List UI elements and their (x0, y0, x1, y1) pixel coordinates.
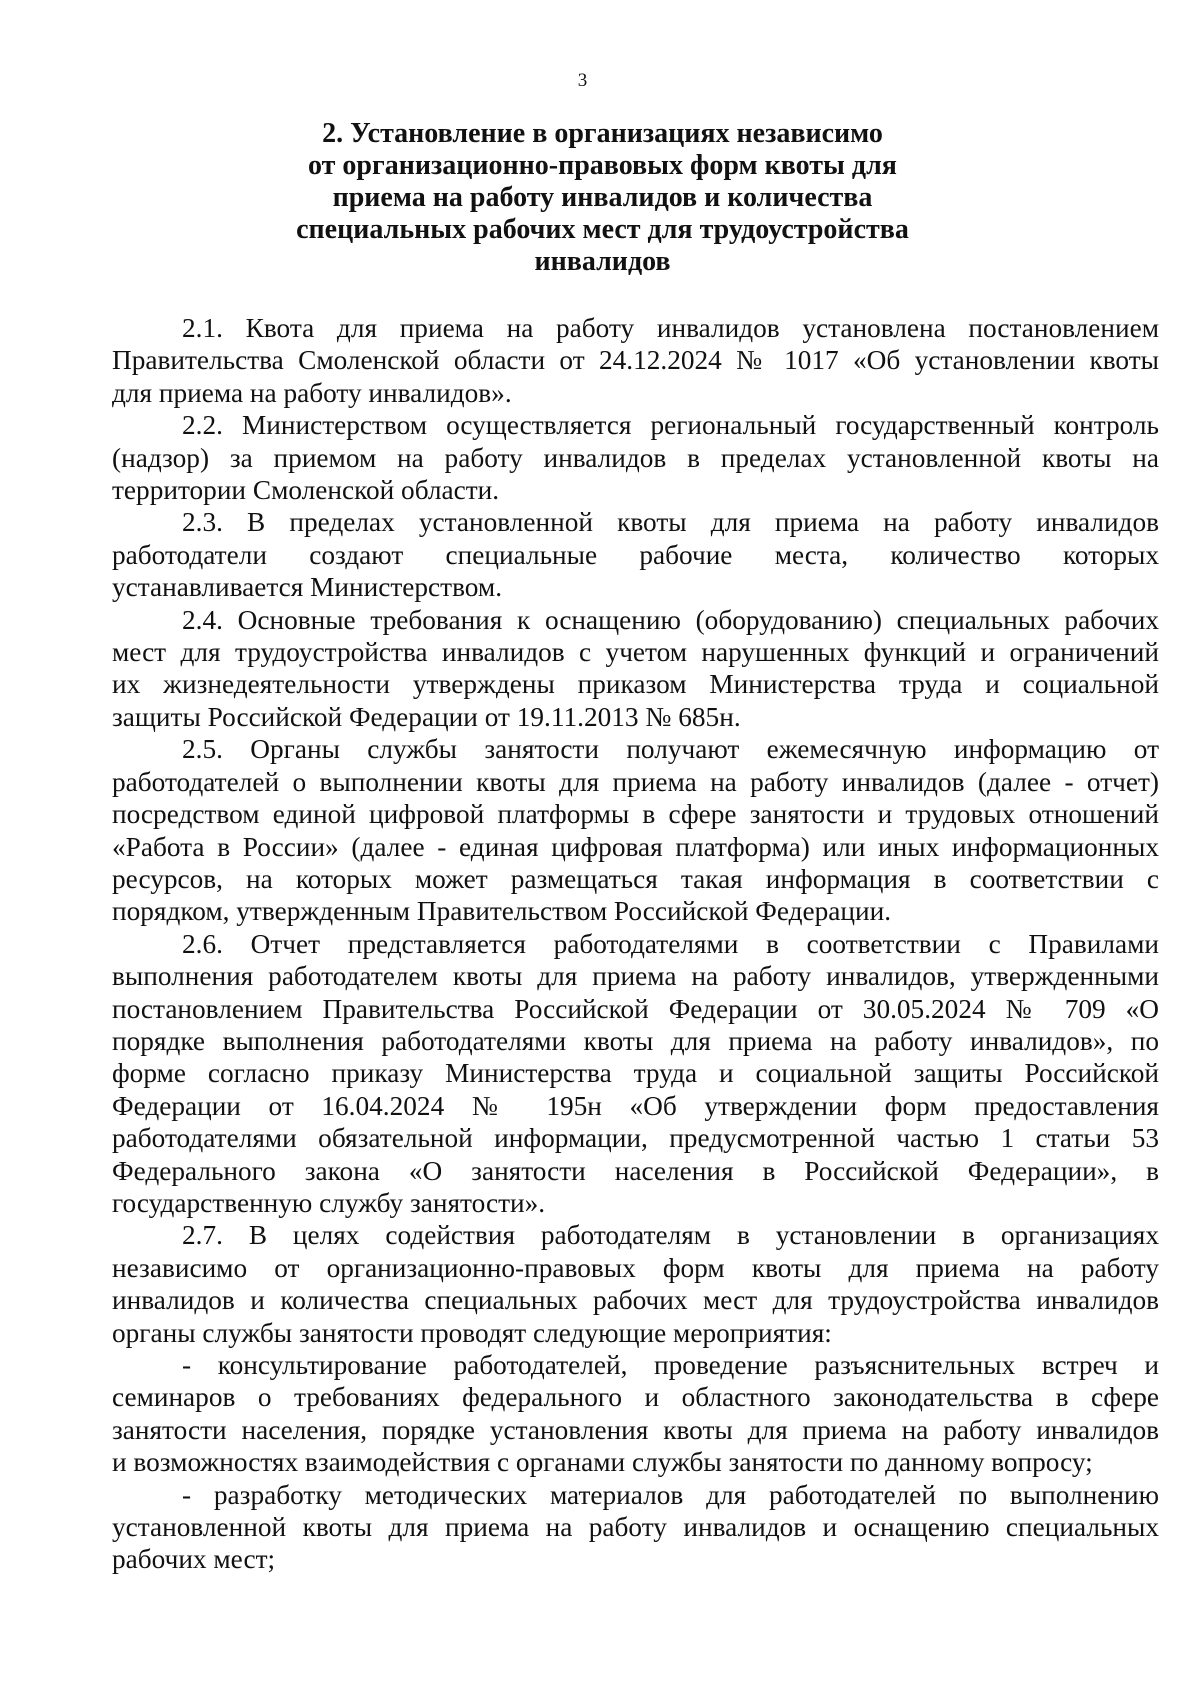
paragraph-2-7 (112, 1219, 1159, 1349)
text-line: порядке выполнения работодателями квоты для приема на работу инвалидов», по (112, 1025, 1159, 1056)
text-line: органы службы занятости проводят следующие мероприятия: (112, 1317, 832, 1348)
paragraph-2-3 (112, 506, 1159, 603)
text-line: независимо от организационно-правовых форм квоты для приема на работу (112, 1252, 1159, 1283)
page-number: 3 (577, 70, 588, 91)
paragraph-2-6 (112, 928, 1159, 1220)
text-line: 2.5. Органы службы занятости получают ежемесячную информацию от (182, 734, 1159, 765)
paragraph-2-5 (112, 733, 1159, 927)
text-line: ресурсов, на которых может размещаться такая информация в соответствии с (112, 863, 1159, 894)
paragraph-2-4 (112, 604, 1159, 734)
heading-line: специальных рабочих мест для трудоустройства (296, 214, 909, 245)
text-line: «Работа в России» (далее - единая цифровая платформа) или иных информационных (112, 831, 1159, 862)
text-line: рабочих мест; (112, 1544, 276, 1575)
heading-line: инвалидов (534, 246, 671, 277)
text-line: 2.2. Министерством осуществляется региональный государственный контроль (182, 410, 1159, 441)
heading-line: от организационно-правовых форм квоты для (308, 150, 897, 181)
text-line: семинаров о требованиях федерального и областного законодательства в сфере (112, 1382, 1159, 1413)
text-line: 2.6. Отчет представляется работодателями в соответствии с Правилами (182, 928, 1159, 959)
text-line: занятости населения, порядке установления квоты для приема на работу инвалидов (112, 1414, 1159, 1445)
text-line: инвалидов и количества специальных рабочих мест для трудоустройства инвалидов (112, 1285, 1159, 1316)
text-line: для приема на работу инвалидов». (112, 377, 512, 408)
text-line: Федерального закона «О занятости населения в Российской Федерации», в (112, 1155, 1159, 1186)
text-line: - консультирование работодателей, проведение разъяснительных встреч и (182, 1350, 1159, 1380)
paragraph-2-1 (112, 312, 1159, 409)
document-body (112, 312, 1159, 1576)
heading-line: приема на работу инвалидов и количества (332, 182, 873, 213)
text-line: их жизнедеятельности утверждены приказом Министерства труда и социальной (112, 669, 1159, 700)
text-line: работодателями обязательной информации, предусмотренной частью 1 статьи 53 (112, 1123, 1159, 1154)
text-line: государственную службу занятости». (112, 1187, 546, 1218)
text-line: мест для трудоустройства инвалидов с учетом нарушенных функций и ограничений (112, 637, 1159, 668)
text-line: выполнения работодателем квоты для приема на работу инвалидов, утвержденными (112, 961, 1159, 992)
text-line: защиты Российской Федерации от 19.11.2013 № 685н. (112, 701, 741, 732)
text-line: работодатели создают специальные рабочие места, количество которых (112, 539, 1159, 570)
list-item-methodical-materials (112, 1479, 1159, 1576)
text-line: территории Смоленской области. (112, 475, 500, 506)
text-line: установленной квоты для приема на работу инвалидов и оснащению специальных (112, 1512, 1159, 1543)
list-item-consulting (112, 1349, 1159, 1479)
text-line: 2.1. Квота для приема на работу инвалидов установлена постановлением (182, 313, 1159, 343)
section-heading (240, 118, 965, 278)
text-line: 2.7. В целях содействия работодателям в установлении в организациях (182, 1220, 1159, 1251)
text-line: постановлением Правительства Российской Федерации от 30.05.2024 № 709 «О (112, 993, 1159, 1024)
text-line: и возможностях взаимодействия с органами службы занятости по данному вопросу; (112, 1447, 1093, 1478)
heading-line: 2. Установление в организациях независимо (322, 118, 883, 149)
text-line: порядком, утвержденным Правительством Российской Федерации. (112, 896, 892, 927)
text-line: 2.3. В пределах установленной квоты для приема на работу инвалидов (182, 507, 1159, 538)
text-line: устанавливается Министерством. (112, 572, 503, 603)
text-line: посредством единой цифровой платформы в сфере занятости и трудовых отношений (112, 799, 1159, 830)
text-line: 2.4. Основные требования к оснащению (оборудованию) специальных рабочих (182, 604, 1159, 635)
text-line: Федерации от 16.04.2024 № 195н «Об утверждении форм предоставления (112, 1090, 1159, 1121)
text-line: форме согласно приказу Министерства труда и социальной защиты Российской (112, 1058, 1159, 1089)
text-line: (надзор) за приемом на работу инвалидов в пределах установленной квоты на (112, 442, 1159, 473)
text-line: работодателей о выполнении квоты для приема на работу инвалидов (далее - отчет) (112, 766, 1159, 797)
text-line: - разработку методических материалов для работодателей по выполнению (182, 1479, 1159, 1510)
paragraph-2-2 (112, 409, 1159, 506)
text-line: Правительства Смоленской области от 24.12.2024 № 1017 «Об установлении квоты (112, 345, 1159, 376)
